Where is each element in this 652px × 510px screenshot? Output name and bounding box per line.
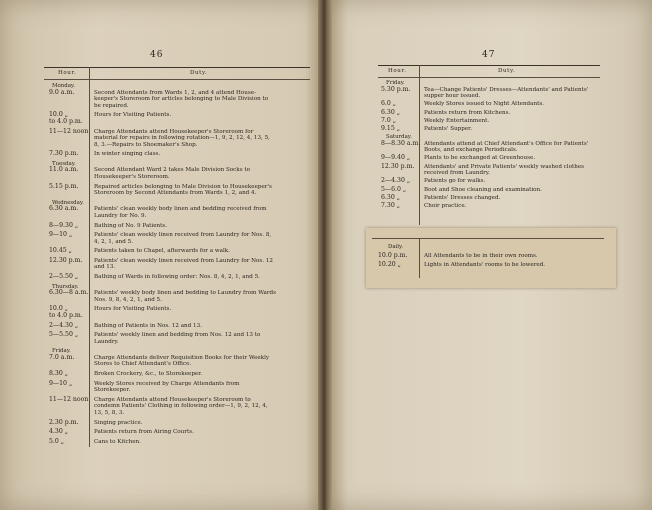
right-hour-header: Hour.	[388, 68, 407, 74]
hour-cell: 9.0 a.m.	[49, 88, 75, 96]
hour-cell: 6.30 „	[381, 193, 400, 201]
duty-cell: Attendants' and Private Patients' weekly washed clothes received from Laundry.	[424, 163, 585, 177]
hour-cell: 10.0 „	[49, 305, 68, 313]
hour-cell: 5.15 p.m.	[49, 182, 79, 190]
hour-cell: 12.30 p.m.	[381, 162, 415, 170]
hour-cell: 6.30 „	[381, 108, 400, 116]
duty-cell: Patients' clean weekly body linen and bedding received from Laundry for No. 9.	[94, 206, 267, 219]
hour-cell: 6.30—8 a.m.	[49, 289, 89, 297]
duty-cell: Patients' weekly body linen and bedding to Laundry from Wards Nos. 9, 8, 4, 2, 1, and 5.	[94, 290, 276, 303]
hour-cell: 6.0 „	[381, 100, 397, 108]
day-label: Tuesday.	[52, 160, 76, 167]
hour-cell: 2.30 p.m.	[49, 418, 79, 426]
hour-cell: to 4.0 p.m.	[49, 117, 83, 125]
duty-cell: Charge Attendants attend Housekeeper's Storeroom to condemn Patients' Clothing in following order—1, 9, 2, 12, 4, 13, 5, 8, 3.	[94, 396, 268, 417]
duty-cell: Weekly Stores received by Charge Attendants from Storekeeper.	[94, 380, 240, 394]
day-label: Monday.	[52, 83, 75, 89]
duty-cell: In winter singing class.	[94, 151, 161, 158]
hour-cell: 11.0 a.m.	[49, 166, 79, 174]
duty-cell: Singing practice.	[94, 419, 143, 426]
duty-cell: Patients' clean weekly linen received from Laundry for Nos. 12 and 13.	[94, 257, 273, 271]
slip-top-rule	[372, 238, 604, 239]
duty-cell: Second Attendant Ward 2 takes Male Division Socks to Housekeeper's Storeroom.	[94, 167, 250, 180]
duty-cell: Bathing of No. 9 Patients.	[94, 222, 168, 229]
hour-cell: 9.15 „	[381, 124, 400, 132]
hour-cell: 5.30 p.m.	[381, 85, 411, 93]
left-column-divider	[89, 67, 90, 447]
hour-cell: 8—9.30 „	[49, 221, 79, 229]
hour-cell: 9—10 „	[49, 231, 73, 239]
day-label: Daily.	[388, 244, 404, 250]
duty-cell: Plants to be exchanged at Greenhouse.	[424, 155, 536, 162]
book-spine	[318, 0, 332, 510]
duty-cell: Hours for Visiting Patients.	[94, 306, 172, 313]
hour-cell: 10.20 „	[378, 261, 401, 268]
duty-cell: Patients go for walks.	[424, 178, 486, 185]
duty-cell: Patients' weekly linen and bedding from Nos. 12 and 13 to Laundry.	[94, 332, 261, 345]
hour-cell: 7.30 p.m.	[49, 150, 79, 158]
left-header-rule	[44, 79, 310, 80]
duty-cell: Lights in Attendants' rooms to be lowered.	[424, 262, 546, 268]
duty-cell: Repaired articles belonging to Male Division to Housekeeper's Storeroom by Second Attendants from Wards 1, 2, and 4.	[94, 183, 272, 197]
hour-cell: 7.30 „	[381, 202, 400, 209]
day-label: Friday.	[52, 348, 71, 355]
left-top-rule	[44, 67, 310, 68]
hour-cell: 12.30 p.m.	[49, 256, 83, 264]
hour-cell: 7.0 a.m.	[49, 353, 75, 361]
duty-cell: Weekly Stores issued to Night Attendants.	[424, 101, 544, 108]
left-hour-header: Hour.	[58, 70, 77, 76]
hour-cell: 9—9.40 „	[381, 154, 411, 162]
duty-cell: Charge Attendants deliver Requisition Books for their Weekly Stores to Chief Attendant's Office.	[94, 354, 270, 368]
day-label: Friday.	[386, 80, 405, 86]
hour-cell: 2—4.30 „	[49, 321, 79, 329]
duty-cell: Patients' Dresses changed.	[424, 194, 501, 201]
day-label: Thursday.	[52, 283, 79, 290]
duty-cell: All Attendants to be in their own rooms.	[424, 253, 538, 259]
duty-cell: Charge Attendants attend Housekeeper's Storeroom for material for repairs in following rotation—1, 9, 2, 12, 4, 13, 5, 8, 3.—Repairs to Shoemaker's Shop.	[94, 128, 270, 148]
hour-cell: 11—12 noon	[49, 395, 89, 403]
hour-cell: 8—8.30 a.m.	[381, 139, 421, 147]
duty-cell: Broken Crockery, &c., to Storekeeper.	[94, 371, 203, 378]
left-page-number: 46	[150, 50, 164, 60]
duty-cell: Patients' Supper.	[424, 125, 472, 132]
left-duty-header: Duty.	[190, 70, 208, 76]
day-label: Wednesday.	[52, 199, 84, 206]
hour-cell: 10.45 „	[49, 247, 72, 255]
duty-cell: Hours for Visiting Patients.	[94, 112, 172, 119]
duty-cell: Patients taken to Chapel, afterwards for a walk.	[94, 248, 230, 255]
duty-cell: Tea—Change Patients' Dresses—Attendants' and Patients' supper hour issued.	[424, 86, 589, 100]
right-duty-header: Duty.	[498, 68, 516, 74]
hour-cell: 4.30 „	[49, 428, 68, 436]
duty-cell: Bathing of Patients in Nos. 12 and 13.	[94, 322, 202, 329]
day-label: Saturday.	[386, 134, 412, 141]
right-page-number: 47	[482, 50, 496, 60]
hour-cell: 11—12 noon	[49, 127, 89, 135]
hour-cell: 10.0 „	[49, 111, 68, 119]
right-header-rule	[378, 77, 600, 78]
duty-cell: Weekly Entertainment.	[424, 117, 490, 124]
duty-cell: Patients return from Kitchens.	[424, 109, 511, 116]
hour-cell: 5.0 „	[49, 437, 65, 445]
hour-cell: 7.0 „	[381, 116, 397, 124]
duty-cell: Attendants attend at Chief Attendant's Office for Patients' Boots, and exchange Periodicals.	[424, 140, 589, 154]
hour-cell: 8.30 „	[49, 370, 68, 378]
duty-cell: Patients' clean weekly linen received from Laundry for Nos. 8, 4, 2, 1, and 5.	[94, 232, 272, 245]
duty-cell: Patients return from Airing Courts.	[94, 429, 194, 436]
slip-column-divider	[419, 238, 420, 278]
duty-cell: Second Attendants from Wards 1, 2, and 4 attend House-keeper's Storeroom for articles belonging to Male Division to be repaired.	[94, 89, 269, 109]
duty-cell: Cans to Kitchen.	[94, 438, 141, 445]
hour-cell: 5—6.0 „	[381, 185, 407, 193]
hour-cell: 10.0 p.m.	[378, 252, 408, 259]
hour-cell: to 4.0 p.m.	[49, 311, 83, 319]
hour-cell: 9—10 „	[49, 379, 73, 387]
right-top-rule	[378, 65, 600, 66]
duty-cell: Bathing of Wards in following order: Nos. 8, 4, 2, 1, and 5.	[94, 274, 260, 281]
duty-cell: Choir practice.	[424, 203, 467, 209]
hour-cell: 6.30 a.m.	[49, 205, 79, 213]
hour-cell: 2—4.30 „	[381, 177, 411, 185]
hour-cell: 5—5.50 „	[49, 331, 79, 339]
duty-cell: Boot and Shoe cleaning and examination.	[424, 186, 542, 193]
hour-cell: 2—5.50 „	[49, 273, 79, 281]
